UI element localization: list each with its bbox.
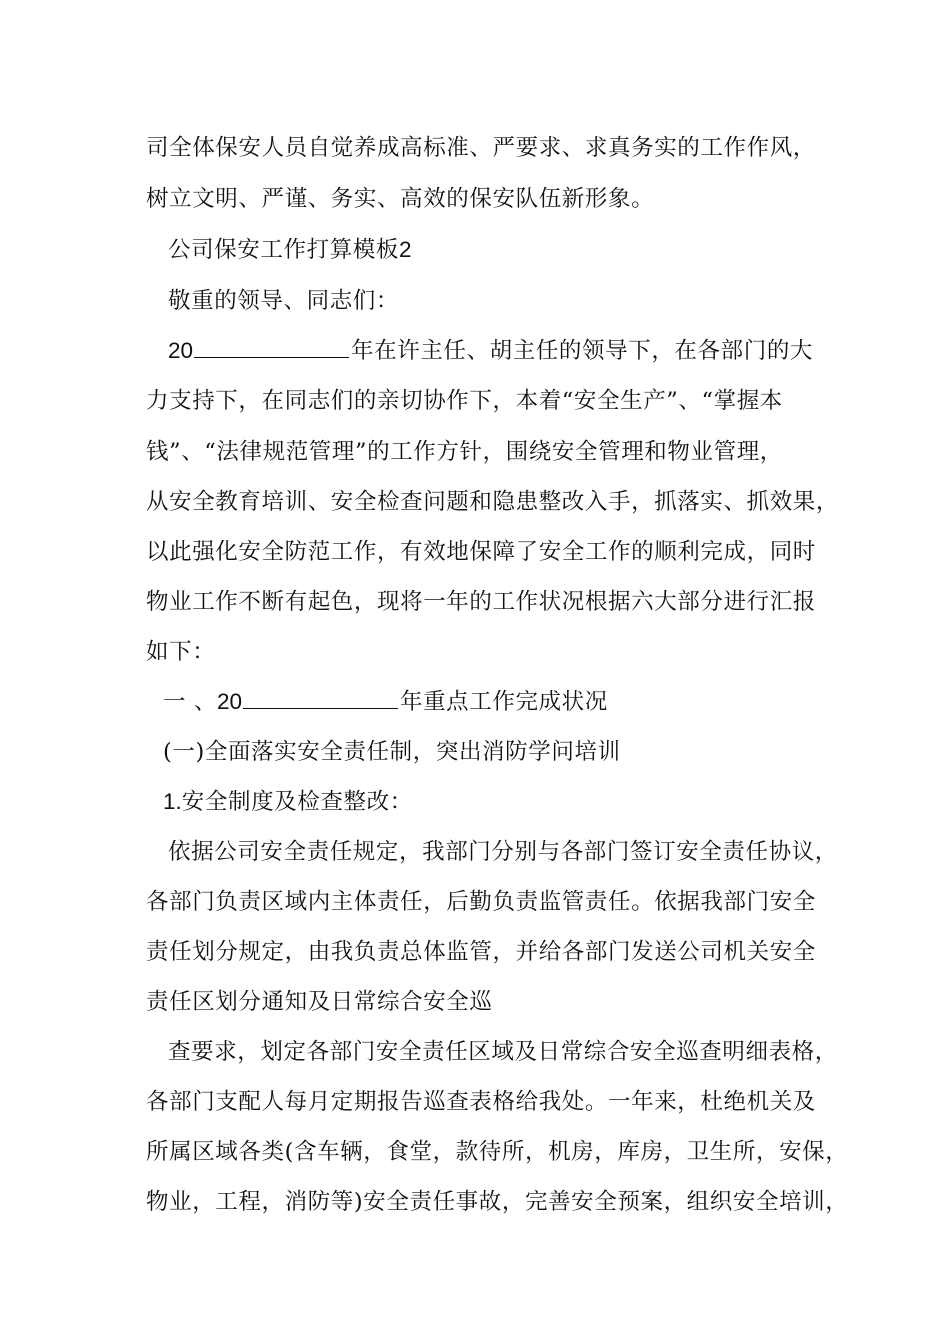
heading-text: 安全制度及检查整改：: [181, 789, 413, 815]
text-run: 力支持下，在同志们的亲切协作下，本着“安全生产”、“掌握本: [146, 388, 783, 414]
year-blank: [194, 337, 349, 358]
text-run: 物业工作不断有起色，现将一年的工作状况根据六大部分进行汇报: [146, 589, 816, 615]
paragraph-line: [146, 637, 215, 667]
subsection-heading: [163, 737, 621, 767]
paragraph-line: [168, 1037, 838, 1067]
paragraph-line: [146, 887, 816, 917]
paragraph-line: [146, 133, 816, 163]
year-prefix: 20: [168, 338, 194, 363]
paragraph-line: [146, 1087, 816, 1117]
paragraph-line: [146, 987, 493, 1017]
text-run: 以此强化安全防范工作，有效地保障了安全工作的顺利完成，同时: [146, 539, 816, 565]
text-run: 年在许主任、胡主任的领导下，在各部门的大: [351, 338, 814, 364]
heading-text: 公司保安工作打算模板: [168, 237, 400, 263]
text-run: 如下：: [146, 639, 216, 665]
paragraph-line: [146, 386, 783, 416]
section-heading: [163, 687, 608, 717]
text-run: 查要求，划定各部门安全责任区域及日常综合安全巡查明细表格，: [168, 1039, 838, 1065]
salutation-text: 敬重的领导、同志们：: [168, 288, 400, 314]
salutation: [168, 286, 399, 316]
text-run: 树立文明、严谨、务实、高效的保安队伍新形象。: [146, 186, 655, 212]
paragraph-line: [146, 487, 839, 517]
item-number: 1.: [163, 789, 182, 814]
text-run: 司全体保安人员自觉养成高标准、严要求、求真务实的工作作风，: [146, 135, 816, 161]
text-run: 责任区划分通知及日常综合安全巡: [146, 989, 493, 1015]
text-run: 各部门负责区域内主体责任，后勤负责监管责任。依据我部门安全: [146, 889, 816, 915]
paragraph-line: [146, 1137, 848, 1167]
paragraph-line: [146, 1187, 848, 1217]
text-run: 从安全教育培训、安全检查问题和隐患整改入手，抓落实、抓效果，: [146, 489, 840, 515]
heading-prefix: 一 、: [163, 689, 217, 715]
text-run: 物业，工程，消防等)安全责任事故，完善安全预案，组织安全培训，: [146, 1189, 849, 1215]
paragraph-line: [168, 336, 813, 366]
paragraph-line: [146, 537, 816, 567]
year-blank: [243, 688, 398, 709]
heading-text: 年重点工作完成状况: [399, 689, 608, 715]
text-run: 钱”、“法律规范管理”的工作方针，围绕安全管理和物业管理，: [146, 439, 783, 465]
heading-text: (一)全面落实安全责任制，突出消防学问培训: [163, 739, 621, 765]
paragraph-line: [146, 937, 816, 967]
paragraph-line: [146, 437, 783, 467]
section-heading: [168, 235, 412, 265]
paragraph-line: [146, 184, 654, 214]
paragraph-line: [146, 587, 816, 617]
text-run: 各部门支配人每月定期报告巡查表格给我处。一年来，杜绝机关及: [146, 1089, 816, 1115]
text-run: 依据公司安全责任规定，我部门分别与各部门签订安全责任协议，: [168, 839, 838, 865]
item-heading: [163, 787, 413, 817]
text-run: 所属区域各类(含车辆，食堂，款待所，机房，库房，卫生所，安保，: [146, 1139, 849, 1165]
paragraph-line: [168, 837, 838, 867]
heading-number: 2: [399, 237, 412, 262]
text-run: 责任划分规定，由我负责总体监管，并给各部门发送公司机关安全: [146, 939, 816, 965]
year-prefix: 20: [216, 689, 242, 714]
